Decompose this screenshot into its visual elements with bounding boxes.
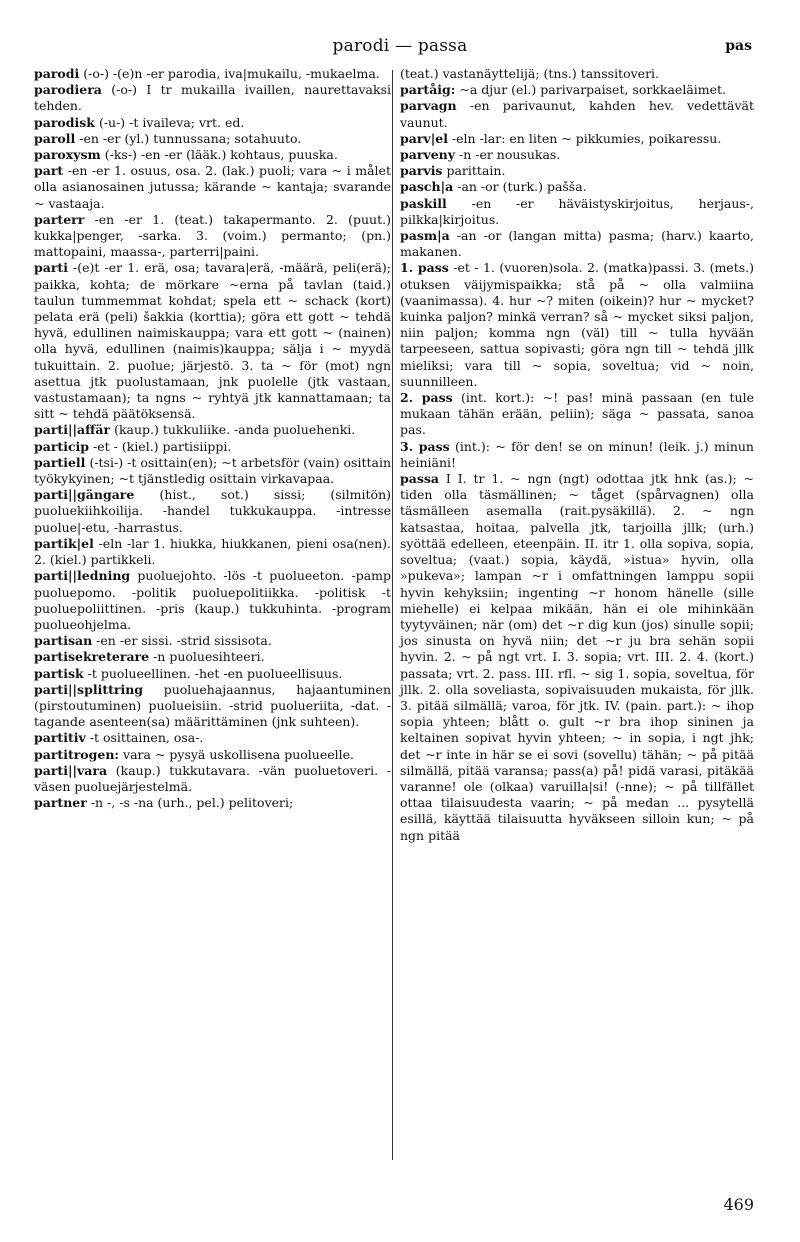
entry-definition: -(e)t -er 1. erä, osa; tavara|erä, -määrä, peli(erä); paikka, kohta; de mörkare ~erna på tavlan (taid.) taulun tummemmat kohdat; spela ett ~ schack (kort) pelata erä (peli) šakkia (korttia); göra ett gott ~ tehdä hyvä, edullinen naimiskauppa; vara ett gott ~ (nainen) olla hyvä, edullinen (naimis)kauppa; sälja i ~ myydä tukuittain. 2. puolue; järjestö. 3. ta ~ för (mot) ngn asettua jtk puolustamaan, jnk puolelle (jtk vastaan, vastustamaan); ta ngns ~ ryhtyä jtk kannattamaan; ta sitt ~ tehdä päätöksensä. [34, 260, 391, 422]
dictionary-entry [34, 633, 391, 649]
entry-definition: (-tsi-) -t osittain(en); ~t arbetsför (vain) osittain työkykyinen; ~t tjänstledig osittain virkavapaa. [34, 454, 392, 487]
entry-headword: parti [34, 260, 68, 276]
dictionary-entry [400, 196, 754, 228]
entry-headword: paroll [34, 130, 76, 146]
entry-headword: 1. pass [400, 260, 449, 276]
entry-definition: (int. kort.): ~! pas! minä passaan (en tule mukaan tähän erään, peliin); säga ~ passata, sanoa pas. [400, 390, 754, 438]
entry-definition: -n -, -s -na (urh., pel.) pelitoveri; [90, 795, 294, 811]
entry-definition: puoluehajaannus, hajaantuminen (pirstoutuminen) puolueisiin. -strid puolueriita, -dat. -tagande asenteen(sa) määrittäminen (jnk suhteen). [34, 681, 391, 730]
entry-definition: -et - (kiel.) partisiippi. [93, 438, 232, 454]
entry-headword: parodiera [34, 82, 102, 98]
entry-definition: (kaup.) tukkutavara. -vän puoluetoveri. -väsen puoluejärjestelmä. [34, 762, 391, 794]
entry-definition: -et - 1. (vuoren)sola. 2. (matka)passi. 3. (mets.) otuksen väijymispaikka; stå på ~ olla valmiina (vaanimassa). 4. hur ~? miten (oikein)? hur ~ mycket? kuinka paljon? minkä verran? så ~ mycket siksi paljon, niin paljon; komma ngn (väl) till ~ tulla hyvään tarpeeseen, sattua sopivasti; göra ngn till ~ tehdä jllk mieliksi; vara till ~ sopia, soveltua; vid ~ noin, suunnilleen. [400, 260, 754, 389]
dictionary-entry [34, 260, 391, 422]
dictionary-entry [34, 212, 391, 261]
dictionary-entry [34, 131, 391, 147]
dictionary-entry [34, 763, 391, 795]
entry-headword: parveny [400, 147, 455, 163]
page-header [0, 0, 800, 72]
dictionary-entry [34, 147, 391, 163]
dictionary-entry [400, 82, 754, 98]
dictionary-entry [400, 471, 754, 844]
dictionary-entry [34, 439, 391, 455]
entry-headword: pasm|a [400, 228, 450, 244]
entry-definition: (-u-) -t ivaileva; vrt. ed. [98, 114, 245, 130]
entry-definition: I I. tr 1. ~ ngn (ngt) odottaa jtk hnk (as.); ~ tiden olla täsmällinen; ~ tåget (spårvagnen) olla täsmälleen asemalla (rait.pysäkillä). 2. ~ ngn katsastaa, hoitaa, palvella jtk, tarjoilla jllk; (urh.) syöttää edelleen, eteenpäin. II. itr 1. olla sopiva, sopia, soveltua; (vaat.) sopia, käydä, »istua» hyvin, olla »pukeva»; lampan ~r i omfattningen lamppu sopii hyvin kehyksiin; ingenting ~r honom hänelle (sille miehelle) ei kelpaa mikään, hän ei ole mihinkään tyytyväinen; när (om) det ~r dig kun (jos) sinulle sopii; jos sinusta on hyvä niin; det ~r ju bra sehän sopii hyvin. 2. ~ på ngt vrt. I. 3. sopia; vrt. III. 2. 4. (kort.) passata; vrt. 2. pass. III. rfl. ~ sig 1. sopia, soveltua, för jllk. 2. olla soveliasta, sopivaisuuden mukaista, för jllk. 3. pitää silmällä; varoa, för jtk. IV. (pain. part.): ~ ihop sopia yhteen; blått o. gult ~r bra ihop sininen ja keltainen sopivat hyvin yhteen; ~ in sopia, i ngt jhk; det ~r inte in här se ei sovi (sovellu) tähän; ~ på pitää silmällä, pitää varansa; pass(a) på! pidä varasi, pitäkää varanne! ole (olkaa) varuilla|si! (-nne); ~ på tillfället ottaa tilaisuudesta vaarin; ~ på medan ... pysytellä esillä, käyttää tilaisuutta hyväkseen silloin kun; ~ på ngn pitää [400, 471, 754, 843]
dictionary-entry [34, 666, 391, 682]
entry-definition: -en -er häväistyskirjoitus, herjaus-, pilkka|kirjoitus. [400, 195, 754, 227]
dictionary-entry [34, 163, 391, 212]
dictionary-entry [34, 82, 391, 114]
entry-headword: partik|el [34, 535, 94, 551]
column-divider [392, 70, 393, 1160]
entry-definition: ~a djur (el.) parivarpaiset, sorkkaeläimet. [459, 82, 727, 98]
running-head: parodi — passa [332, 36, 468, 56]
entry-definition: -eln -lar 1. hiukka, hiukkanen, pieni osa(nen). 2. (kiel.) partikkeli. [34, 535, 391, 568]
entry-definition: (teat.) vastanäyttelijä; (tns.) tanssitoveri. [400, 66, 660, 81]
entry-headword: partåig: [400, 82, 456, 98]
entry-definition: (-o-) I tr mukailla ivaillen, naurettavaksi tehden. [34, 82, 391, 114]
entry-headword: partitrogen: [34, 746, 120, 762]
entry-headword: parti||gängare [34, 487, 135, 503]
right-column [400, 66, 754, 844]
entry-headword: parti||splittring [34, 681, 144, 697]
entry-headword: partner [34, 795, 87, 811]
dictionary-entry [34, 682, 391, 731]
dictionary-entry [34, 730, 391, 746]
dictionary-entry [34, 536, 391, 568]
entry-definition: (int.): ~ för den! se on minun! (leik. j.) minun heiniäni! [400, 438, 754, 470]
entry-definition: -en -er 1. osuus, osa. 2. (lak.) puoli; vara ~ i målet olla asianosainen jutussa; kärande ~ kantaja; svarande ~ vastaaja. [34, 163, 391, 211]
dictionary-entry [34, 568, 391, 633]
entry-headword: parti||vara [34, 762, 108, 778]
entry-definition: -an -or (turk.) pašša. [457, 179, 587, 195]
entry-headword: particip [34, 438, 90, 454]
dictionary-entry [34, 66, 391, 82]
entry-headword: parti||ledning [34, 568, 131, 584]
entry-headword: 3. pass [400, 438, 450, 454]
entry-definition: -n puoluesihteeri. [153, 649, 265, 665]
left-column [34, 66, 391, 811]
entry-headword: pasch|a [400, 179, 454, 195]
dictionary-entry [400, 228, 754, 260]
entry-headword: partisekreterare [34, 649, 150, 665]
entry-headword: part [34, 163, 64, 179]
entry-definition: (-ks-) -en -er (lääk.) kohtaus, puuska. [104, 147, 338, 163]
guide-word: pas [725, 38, 752, 54]
dictionary-entry [400, 147, 754, 163]
dictionary-entry [400, 163, 754, 179]
dictionary-entry [400, 66, 754, 82]
entry-headword: parvagn [400, 98, 457, 114]
entry-definition: parittain. [446, 163, 506, 179]
entry-definition: -t puolueellinen. -het -en puolueellisuus. [87, 665, 343, 681]
entry-headword: partisk [34, 665, 84, 681]
entry-definition: (kaup.) tukkuliike. -anda puoluehenki. [114, 422, 356, 438]
entry-definition: (hist., sot.) sissi; (silmitön) puoluekiihkoilija. -handel tukkukauppa. -intresse puolue|-etu, -harrastus. [34, 487, 392, 535]
dictionary-entry [400, 390, 754, 439]
dictionary-entry [400, 179, 754, 195]
entry-headword: parti||affär [34, 422, 111, 438]
dictionary-entry [34, 649, 391, 665]
dictionary-entry [400, 260, 754, 390]
dictionary-entry [34, 422, 391, 438]
entry-headword: partitiv [34, 730, 86, 746]
dictionary-entry [34, 747, 391, 763]
entry-definition: -an -or (langan mitta) pasma; (harv.) kaarto, makanen. [400, 228, 754, 260]
entry-definition: -en -er 1. (teat.) takapermanto. 2. (puut.) kukka|penger, -sarka. 3. (voim.) permanto; (pn.) mattopaini, maassa-, parterri|paini. [34, 211, 391, 260]
entry-definition: -eln -lar: en liten ~ pikkumies, poikaressu. [451, 130, 722, 146]
entry-definition: (-o-) -(e)n -er parodia, iva|mukailu, -mukaelma. [83, 66, 380, 81]
dictionary-entry [400, 131, 754, 147]
entry-headword: partiell [34, 454, 86, 470]
entry-headword: 2. pass [400, 390, 453, 406]
entry-headword: paskill [400, 195, 447, 211]
dictionary-entry [34, 115, 391, 131]
entry-headword: parvis [400, 163, 443, 179]
page-number: 469 [723, 1195, 754, 1214]
dictionary-entry [34, 795, 391, 811]
entry-definition: puoluejohto. -lös -t puolueeton. -pamp puoluepomo. -politik puoluepolitiikka. -politisk -t puoluepoliittinen. -pris (kaup.) tukkuhinta. -program puolueohjelma. [34, 568, 391, 632]
dictionary-entry [400, 98, 754, 130]
entry-headword: passa [400, 471, 440, 487]
dictionary-entry [34, 487, 391, 536]
entry-headword: parv|el [400, 130, 448, 146]
entry-headword: parodi [34, 66, 80, 81]
entry-headword: parterr [34, 211, 85, 227]
entry-definition: -en -er (yl.) tunnussana; sotahuuto. [79, 130, 302, 146]
entry-headword: paroxysm [34, 147, 101, 163]
entry-headword: partisan [34, 633, 93, 649]
entry-headword: parodisk [34, 114, 95, 130]
entry-definition: -en parivaunut, kahden hev. vedettävät vaunut. [400, 98, 755, 130]
entry-definition: -n -er nousukas. [458, 147, 561, 163]
entry-definition: -en -er sissi. -strid sissisota. [96, 633, 272, 649]
dictionary-entry [34, 455, 391, 487]
entry-definition: vara ~ pysyä uskollisena puolueelle. [123, 746, 354, 762]
entry-definition: -t osittainen, osa-. [89, 730, 204, 746]
dictionary-entry [400, 439, 754, 471]
